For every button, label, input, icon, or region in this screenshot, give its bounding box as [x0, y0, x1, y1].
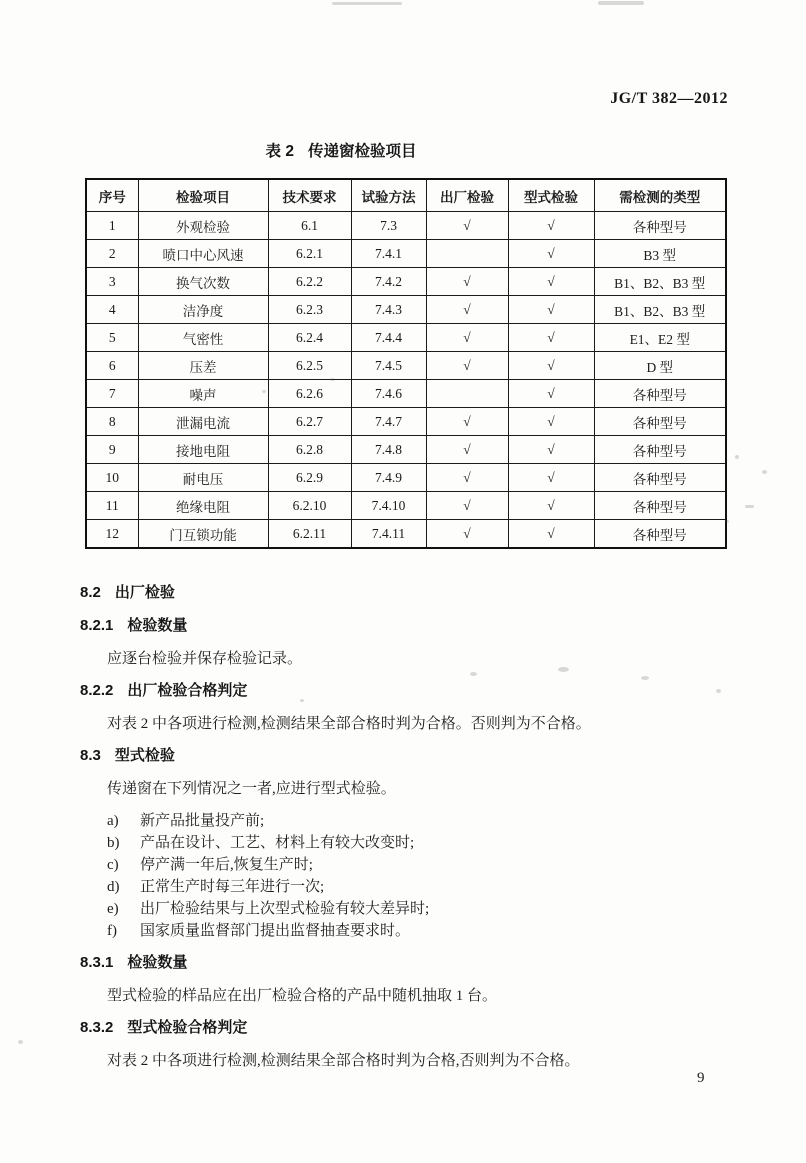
- inspection-table-body: [86, 212, 726, 549]
- list-item-text: 出厂检验结果与上次型式检验有较大差异时;: [140, 901, 430, 917]
- table-cell: 3: [86, 268, 138, 296]
- col-header-item: 检验项目: [138, 179, 268, 212]
- list-item-text: 停产满一年后,恢复生产时;: [140, 857, 313, 873]
- list-item-label: a): [107, 813, 119, 829]
- empty-cell: [426, 240, 508, 268]
- check-mark-cell: √: [426, 408, 508, 436]
- list-item-label: e): [107, 901, 119, 917]
- table-row: [86, 240, 726, 268]
- table-row: [86, 380, 726, 408]
- check-mark-cell: √: [426, 268, 508, 296]
- table-cell: 换气次数: [138, 268, 268, 296]
- col-header-tech-req: 技术要求: [268, 179, 351, 212]
- table-title: [85, 139, 597, 161]
- table-cell: B3 型: [594, 240, 726, 268]
- check-mark-cell: √: [426, 212, 508, 240]
- check-mark-cell: √: [508, 520, 594, 549]
- list-item: [80, 811, 740, 831]
- list-item-text: 新产品批量投产前;: [140, 813, 265, 829]
- table-cell: 各种型号: [594, 492, 726, 520]
- scan-artifact: [470, 672, 477, 676]
- col-header-test-method: 试验方法: [351, 179, 426, 212]
- scan-artifact: [745, 505, 754, 508]
- table-cell: 各种型号: [594, 408, 726, 436]
- table-cell: 泄漏电流: [138, 408, 268, 436]
- section-title: 型式检验: [114, 747, 175, 764]
- table-cell: 6.2.6: [268, 380, 351, 408]
- check-mark-cell: √: [426, 352, 508, 380]
- table-cell: 7.4.1: [351, 240, 426, 268]
- scan-artifact: [300, 699, 304, 702]
- scan-artifact: [716, 689, 721, 693]
- section-number: 8.3: [80, 747, 101, 764]
- table-cell: D 型: [594, 352, 726, 380]
- table-cell: 门互锁功能: [138, 520, 268, 549]
- table-cell: 7.4.10: [351, 492, 426, 520]
- table-cell: 12: [86, 520, 138, 549]
- scan-artifact: [330, 378, 335, 381]
- check-mark-cell: √: [508, 240, 594, 268]
- section-title: 检验数量: [127, 617, 188, 634]
- table-row: [86, 464, 726, 492]
- table-cell: 2: [86, 240, 138, 268]
- table-cell: 8: [86, 408, 138, 436]
- col-header-type-insp: 型式检验: [508, 179, 594, 212]
- table-cell: 7.4.7: [351, 408, 426, 436]
- list-item: [80, 921, 740, 941]
- table-cell: 6.2.9: [268, 464, 351, 492]
- table-cell: 6.1: [268, 212, 351, 240]
- check-mark-cell: √: [508, 380, 594, 408]
- table-cell: 11: [86, 492, 138, 520]
- table-row: [86, 296, 726, 324]
- table-cell: 5: [86, 324, 138, 352]
- section-title: 出厂检验: [114, 584, 175, 601]
- scan-artifact: [641, 676, 649, 680]
- table-cell: 耐电压: [138, 464, 268, 492]
- table-cell: 6.2.8: [268, 436, 351, 464]
- table-row: [86, 268, 726, 296]
- section-number: 8.2: [80, 584, 101, 601]
- table-row: [86, 212, 726, 240]
- check-mark-cell: √: [426, 296, 508, 324]
- table-cell: 气密性: [138, 324, 268, 352]
- col-header-factory-insp: 出厂检验: [426, 179, 508, 212]
- page-number: 9: [697, 1070, 705, 1086]
- table-row: [86, 324, 726, 352]
- table-cell: 10: [86, 464, 138, 492]
- paragraph: 对表 2 中各项进行检测,检测结果全部合格时判为合格。否则判为不合格。: [107, 716, 591, 732]
- table-cell: 接地电阻: [138, 436, 268, 464]
- table-cell: 1: [86, 212, 138, 240]
- check-mark-cell: √: [508, 492, 594, 520]
- list-item: [80, 877, 740, 897]
- scan-artifact: [762, 470, 767, 474]
- check-mark-cell: √: [508, 212, 594, 240]
- table-cell: 各种型号: [594, 380, 726, 408]
- table-row: [86, 352, 726, 380]
- section-heading: [80, 681, 740, 701]
- section-number: 8.2.2: [80, 682, 114, 699]
- section-heading: [80, 1018, 740, 1038]
- list-item: [80, 899, 740, 919]
- scan-artifact: [262, 390, 266, 393]
- paragraph: 对表 2 中各项进行检测,检测结果全部合格时判为合格,否则判为不合格。: [107, 1053, 580, 1069]
- table-cell: 6.2.5: [268, 352, 351, 380]
- table-cell: 6: [86, 352, 138, 380]
- table-cell: E1、E2 型: [594, 324, 726, 352]
- table-cell: 6.2.4: [268, 324, 351, 352]
- table-cell: 7.4.6: [351, 380, 426, 408]
- list-item-label: b): [107, 835, 120, 851]
- list-item: [80, 833, 740, 853]
- table-row: [86, 436, 726, 464]
- scan-artifact: [725, 520, 729, 523]
- table-cell: 压差: [138, 352, 268, 380]
- table-cell: 6.2.2: [268, 268, 351, 296]
- table-cell: 6.2.7: [268, 408, 351, 436]
- standard-code: JG/T 382—2012: [610, 90, 728, 107]
- list-item-text: 产品在设计、工艺、材料上有较大改变时;: [140, 835, 415, 851]
- table-cell: 7: [86, 380, 138, 408]
- paragraph: 型式检验的样品应在出厂检验合格的产品中随机抽取 1 台。: [107, 988, 498, 1004]
- table-cell: 7.4.11: [351, 520, 426, 549]
- list-item-text: 正常生产时每三年进行一次;: [140, 879, 325, 895]
- table-cell: 4: [86, 296, 138, 324]
- scan-artifact: [332, 2, 402, 5]
- table-cell: 6.2.3: [268, 296, 351, 324]
- check-mark-cell: √: [508, 268, 594, 296]
- scan-artifact: [735, 455, 739, 459]
- table-cell: 9: [86, 436, 138, 464]
- table-cell: 7.4.9: [351, 464, 426, 492]
- check-mark-cell: √: [426, 436, 508, 464]
- col-header-seq: 序号: [86, 179, 138, 212]
- empty-cell: [426, 380, 508, 408]
- table-cell: 6.2.1: [268, 240, 351, 268]
- paragraph: 应逐台检验并保存检验记录。: [107, 651, 303, 667]
- table-cell: 各种型号: [594, 212, 726, 240]
- section-title: 型式检验合格判定: [127, 1019, 248, 1036]
- table-cell: 6.2.10: [268, 492, 351, 520]
- table-cell: 喷口中心风速: [138, 240, 268, 268]
- inspection-items-table: [85, 178, 727, 549]
- check-mark-cell: √: [508, 464, 594, 492]
- table-cell: 7.4.5: [351, 352, 426, 380]
- table-title-text: 传递窗检验项目: [307, 143, 417, 160]
- check-mark-cell: √: [426, 464, 508, 492]
- section-heading: [80, 953, 740, 973]
- table-row: [86, 492, 726, 520]
- table-cell: 外观检验: [138, 212, 268, 240]
- section-heading: [80, 616, 740, 636]
- list-item-label: d): [107, 879, 120, 895]
- table-title-label: 表 2: [265, 143, 294, 160]
- check-mark-cell: √: [426, 324, 508, 352]
- scan-artifact: [558, 667, 569, 672]
- list-item-label: c): [107, 857, 119, 873]
- section-number: 8.3.1: [80, 954, 114, 971]
- table-cell: B1、B2、B3 型: [594, 296, 726, 324]
- table-cell: B1、B2、B3 型: [594, 268, 726, 296]
- check-mark-cell: √: [508, 296, 594, 324]
- list-item-label: f): [107, 923, 117, 939]
- table-row: [86, 520, 726, 549]
- check-mark-cell: √: [508, 436, 594, 464]
- table-cell: 6.2.11: [268, 520, 351, 549]
- section-title: 出厂检验合格判定: [127, 682, 248, 699]
- section-number: 8.2.1: [80, 617, 114, 634]
- paragraph: 传递窗在下列情况之一者,应进行型式检验。: [107, 781, 396, 797]
- table-cell: 各种型号: [594, 436, 726, 464]
- list-item-text: 国家质量监督部门提出监督抽查要求时。: [140, 923, 411, 939]
- table-cell: 7.4.4: [351, 324, 426, 352]
- check-mark-cell: √: [508, 324, 594, 352]
- table-cell: 7.4.2: [351, 268, 426, 296]
- list-item: [80, 855, 740, 875]
- scan-artifact: [598, 1, 644, 5]
- table-cell: 7.4.8: [351, 436, 426, 464]
- section-heading: [80, 746, 740, 766]
- table-cell: 7.3: [351, 212, 426, 240]
- scan-artifact: [18, 1040, 23, 1044]
- table-cell: 7.4.3: [351, 296, 426, 324]
- check-mark-cell: √: [426, 492, 508, 520]
- table-cell: 各种型号: [594, 520, 726, 549]
- table-cell: 洁净度: [138, 296, 268, 324]
- table-row: [86, 408, 726, 436]
- check-mark-cell: √: [426, 520, 508, 549]
- table-cell: 噪声: [138, 380, 268, 408]
- table-header-row: [86, 179, 726, 212]
- table-cell: 各种型号: [594, 464, 726, 492]
- section-heading: [80, 583, 740, 603]
- check-mark-cell: √: [508, 352, 594, 380]
- col-header-required-types: 需检测的类型: [594, 179, 726, 212]
- section-number: 8.3.2: [80, 1019, 114, 1036]
- section-title: 检验数量: [127, 954, 188, 971]
- check-mark-cell: √: [508, 408, 594, 436]
- sections: [80, 583, 740, 1083]
- table-cell: 绝缘电阻: [138, 492, 268, 520]
